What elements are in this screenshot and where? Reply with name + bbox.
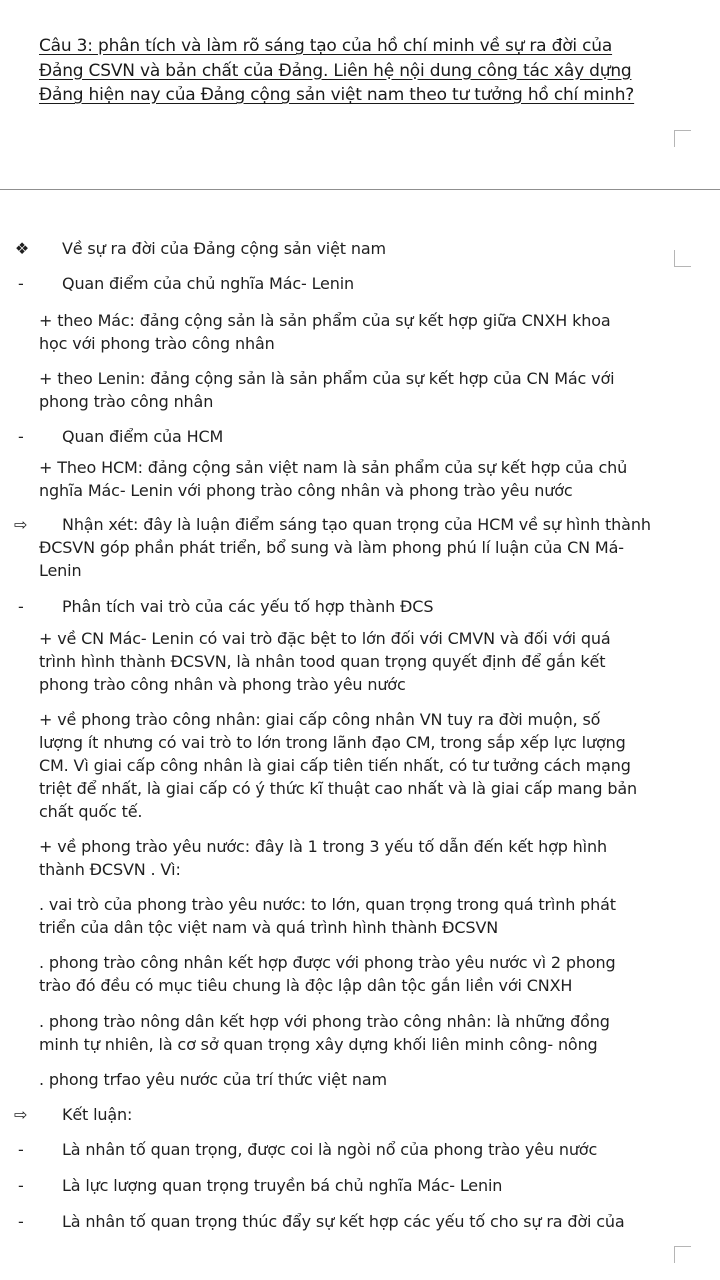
- subsection-heading: Phân tích vai trò của các yếu tố hợp thành ĐCS: [62, 597, 434, 616]
- paragraph-line: nghĩa Mác- Lenin với phong trào công nhân và phong trào yêu nước: [39, 481, 573, 500]
- page-corner-mark: [674, 1246, 691, 1263]
- subsection-heading: Quan điểm của HCM: [62, 427, 224, 446]
- paragraph-line: + Theo HCM: đảng cộng sản việt nam là sản phẩm của sự kết hợp của chủ: [39, 458, 628, 477]
- paragraph-line: CM. Vì giai cấp công nhân là giai cấp tiên tiến nhất, có tư tưởng cách mạng: [39, 756, 631, 775]
- arrow-right-icon: ⇨: [14, 515, 28, 534]
- paragraph-line: triển của dân tộc việt nam và quá trình hình thành ĐCSVN: [39, 918, 499, 937]
- paragraph-line: lượng ít nhưng có vai trò to lớn trong lãnh đạo CM, trong sắp xếp lực lượng: [39, 733, 626, 752]
- paragraph-line: Là lực lượng quan trọng truyền bá chủ nghĩa Mác- Lenin: [62, 1176, 503, 1195]
- paragraph-line: minh tự nhiên, là cơ sở quan trọng xây dựng khối liên minh công- nông: [39, 1035, 598, 1054]
- paragraph-line: + theo Lenin: đảng cộng sản là sản phẩm của sự kết hợp của CN Mác với: [39, 369, 615, 388]
- paragraph-line: . phong trào công nhân kết hợp được với phong trào yêu nước vì 2 phong: [39, 953, 616, 972]
- page-corner-mark: [674, 130, 691, 147]
- paragraph-line: ĐCSVN góp phần phát triển, bổ sung và làm phong phú lí luận của CN Má-: [39, 538, 624, 557]
- dash-marker: -: [18, 1176, 24, 1195]
- paragraph-line: + về phong trào công nhân: giai cấp công nhân VN tuy ra đời muộn, số: [39, 710, 601, 729]
- paragraph-line: phong trào công nhân và phong trào yêu nước: [39, 675, 406, 694]
- dash-marker: -: [18, 1212, 24, 1231]
- paragraph-line: Là nhân tố quan trọng thúc đẩy sự kết hợp các yếu tố cho sự ra đời của: [62, 1212, 625, 1231]
- paragraph-line: . phong trào nông dân kết hợp với phong trào công nhân: là những đồng: [39, 1012, 610, 1031]
- paragraph-line: + theo Mác: đảng cộng sản là sản phẩm của sự kết hợp giữa CNXH khoa: [39, 311, 611, 330]
- page-break-divider: [0, 189, 720, 190]
- paragraph-line: Là nhân tố quan trọng, được coi là ngòi nổ của phong trào yêu nước: [62, 1140, 598, 1159]
- paragraph-line: học với phong trào công nhân: [39, 334, 275, 353]
- paragraph-line: + về CN Mác- Lenin có vai trò đặc bệt to lớn đối với CMVN và đối với quá: [39, 629, 611, 648]
- paragraph-line: triệt để nhất, là giai cấp có ý thức kĩ thuật cao nhất và là giai cấp mang bản: [39, 779, 637, 798]
- subsection-heading: Kết luận:: [62, 1105, 133, 1124]
- arrow-right-icon: ⇨: [14, 1105, 28, 1124]
- subsection-heading: Quan điểm của chủ nghĩa Mác- Lenin: [62, 274, 355, 293]
- title-line: Đảng hiện nay của Đảng cộng sản việt nam theo tư tưởng hồ chí minh?: [39, 85, 635, 105]
- diamond-bullet-icon: ❖: [14, 239, 30, 258]
- paragraph-line: . vai trò của phong trào yêu nước: to lớn, quan trọng trong quá trình phát: [39, 895, 616, 914]
- title-line: Đảng CSVN và bản chất của Đảng. Liên hệ nội dung công tác xây dựng: [39, 60, 632, 81]
- paragraph-line: thành ĐCSVN . Vì:: [39, 860, 181, 879]
- dash-marker: -: [18, 597, 24, 616]
- paragraph-line: chất quốc tế.: [39, 802, 143, 821]
- paragraph-line: trào đó đều có mục tiêu chung là độc lập dân tộc gắn liền với CNXH: [39, 976, 573, 995]
- section-heading: Về sự ra đời của Đảng cộng sản việt nam: [62, 239, 386, 258]
- paragraph-line: trình hình thành ĐCSVN, là nhân tood quan trọng quyết định để gắn kết: [39, 652, 606, 671]
- paragraph-line: . phong trfao yêu nước của trí thức việt nam: [39, 1070, 387, 1089]
- paragraph-line: Lenin: [39, 561, 82, 580]
- paragraph-line: + về phong trào yêu nước: đây là 1 trong 3 yếu tố dẫn đến kết hợp hình: [39, 837, 607, 856]
- title-line: Câu 3: phân tích và làm rõ sáng tạo của hồ chí minh về sự ra đời của: [39, 36, 613, 56]
- dash-marker: -: [18, 427, 24, 446]
- dash-marker: -: [18, 274, 24, 293]
- paragraph-line: phong trào công nhân: [39, 392, 214, 411]
- question-title: [39, 34, 679, 108]
- paragraph-line: Nhận xét: đây là luận điểm sáng tạo quan trọng của HCM về sự hình thành: [62, 515, 651, 534]
- dash-marker: -: [18, 1140, 24, 1159]
